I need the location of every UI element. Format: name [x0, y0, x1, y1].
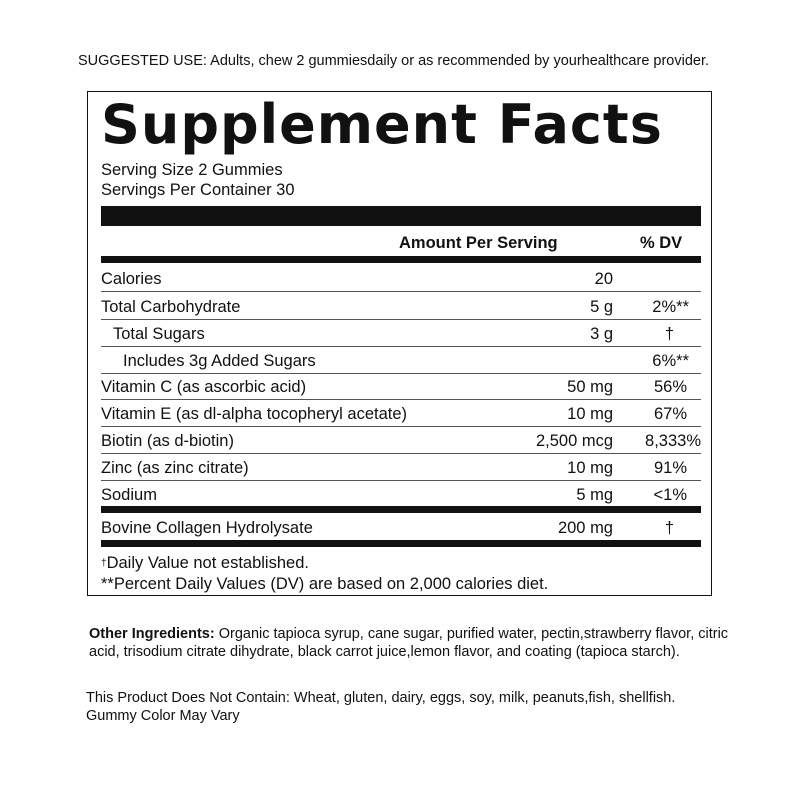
row-divider — [101, 291, 701, 292]
footnote-divider — [101, 540, 701, 547]
other-ingredients-label: Other Ingredients: — [89, 626, 215, 642]
other-ingredients — [89, 626, 729, 661]
row-dv: † — [664, 325, 674, 343]
row-divider — [101, 346, 701, 347]
row-amount: 3 g — [590, 325, 613, 343]
header-amount: Amount Per Serving — [399, 234, 558, 252]
row-amount: 200 mg — [557, 519, 613, 537]
footnote-dv: **Percent Daily Values (DV) are based on 2,000 calories diet. — [101, 575, 549, 593]
row-dv: 2%** — [652, 298, 689, 316]
row-name: Total Carbohydrate — [101, 298, 241, 316]
row-name: Biotin (as d-biotin) — [101, 432, 234, 450]
row-amount: 2,500 mcg — [535, 432, 613, 450]
row-divider — [101, 373, 701, 374]
row-amount: 10 mg — [567, 459, 613, 477]
servings-per-container: Servings Per Container 30 — [101, 181, 295, 199]
row-amount: 5 g — [590, 298, 613, 316]
row-name: Vitamin C (as ascorbic acid) — [101, 378, 307, 396]
row-name: Bovine Collagen Hydrolysate — [101, 519, 313, 537]
row-name: Zinc (as zinc citrate) — [101, 459, 249, 477]
supplement-facts-panel — [87, 91, 712, 596]
row-name: Includes 3g Added Sugars — [123, 352, 316, 370]
row-dv: 67% — [653, 405, 687, 423]
row-divider — [101, 453, 701, 454]
other-ingredients-text: Organic tapioca syrup, cane sugar, purified water, pectin,strawberry flavor, citric acid, trisodium citrate dihydrate, black carrot juice,lemon flavor, and coating (tapioca starch). — [89, 626, 729, 660]
footnote-dagger — [101, 553, 309, 573]
row-amount: 10 mg — [567, 405, 613, 423]
dagger-symbol: † — [101, 558, 107, 569]
row-dv: 6%** — [652, 352, 689, 370]
row-amount: 50 mg — [567, 378, 613, 396]
header-dv: % DV — [640, 234, 683, 252]
row-dv: 8,333% — [645, 432, 701, 450]
suggested-use: SUGGESTED USE: Adults, chew 2 gummiesdaily or as recommended by yourhealthcare provider. — [78, 53, 710, 69]
row-name: Calories — [101, 270, 162, 288]
row-dv: <1% — [653, 486, 687, 504]
row-divider — [101, 399, 701, 400]
row-divider — [101, 426, 701, 427]
row-amount: 5 mg — [576, 486, 613, 504]
panel-title: Supplement Facts — [101, 93, 663, 156]
row-name: Total Sugars — [113, 325, 205, 343]
collagen-divider-top — [101, 506, 701, 513]
row-dv: 56% — [653, 378, 687, 396]
row-dv: 91% — [653, 459, 687, 477]
color-note: Gummy Color May Vary — [86, 708, 240, 724]
row-name: Vitamin E (as dl-alpha tocopheryl acetate) — [101, 405, 408, 423]
row-divider — [101, 480, 701, 481]
dagger-text: Daily Value not established. — [106, 554, 309, 572]
row-amount: 20 — [594, 270, 613, 288]
row-name: Sodium — [101, 486, 157, 504]
does-not-contain: This Product Does Not Contain: Wheat, gluten, dairy, eggs, soy, milk, peanuts,fish, shellfish. — [86, 690, 676, 706]
row-divider — [101, 319, 701, 320]
serving-size: Serving Size 2 Gummies — [101, 161, 283, 179]
thick-divider — [101, 206, 701, 226]
header-divider — [101, 256, 701, 263]
row-dv: † — [664, 519, 674, 537]
